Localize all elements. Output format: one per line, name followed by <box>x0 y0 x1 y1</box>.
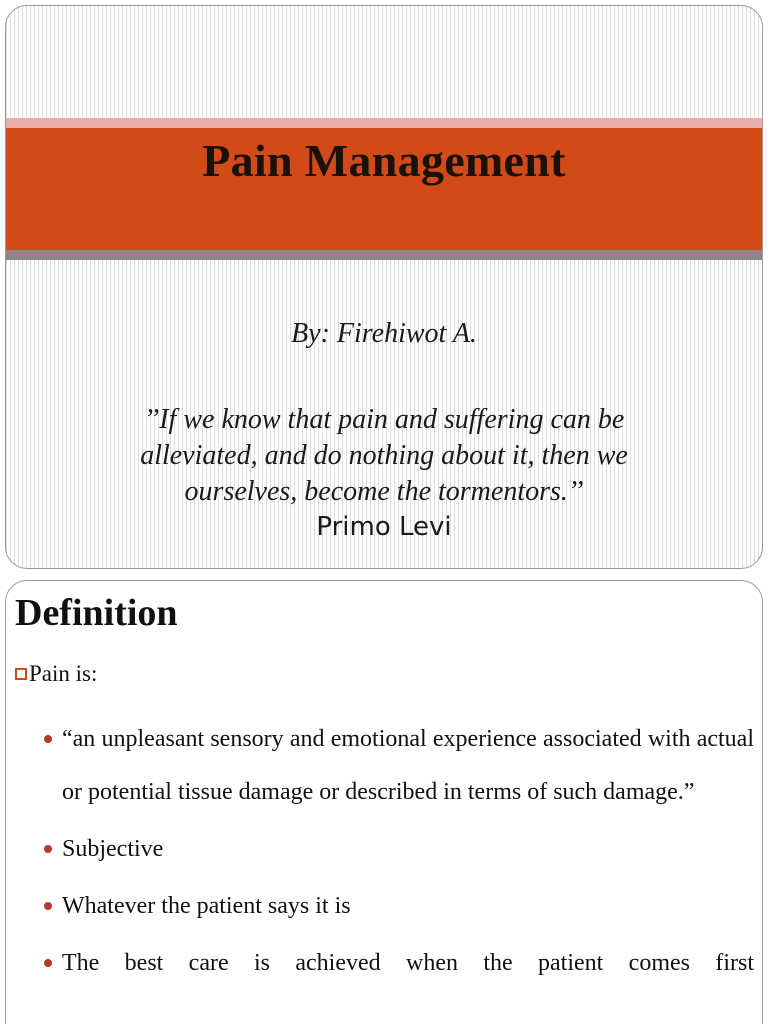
bullet-item <box>42 880 754 933</box>
quote-attribution: Primo Levi <box>316 512 452 542</box>
bullet-item <box>42 713 754 819</box>
bullet-dot-icon <box>44 735 52 743</box>
definition-slide <box>5 580 763 1024</box>
lead-text: Pain is: <box>29 661 98 686</box>
gray-stripe <box>6 250 762 260</box>
bullet-list <box>42 713 754 994</box>
author-line: By: Firehiwot A. <box>291 318 477 349</box>
bullet-text: “an unpleasant sensory and emotional experience associated with actual or potential tissue damage or described in terms of such damage.” <box>62 726 754 805</box>
bullet-item <box>42 937 754 990</box>
bullet-text: Subjective <box>62 836 164 862</box>
bullet-dot-icon <box>44 845 52 853</box>
bullet-dot-icon <box>44 902 52 910</box>
pink-stripe <box>6 118 762 128</box>
bullet-text: The best care is achieved when the patient comes first <box>62 950 754 976</box>
slide-heading: Definition <box>15 592 178 634</box>
slide-title: Pain Management <box>202 135 566 186</box>
title-slide <box>5 5 763 569</box>
checkbox-icon <box>15 668 27 680</box>
bullet-dot-icon <box>44 959 52 967</box>
lead-item <box>15 661 97 687</box>
bullet-text: Whatever the patient says it is <box>62 893 351 919</box>
bullet-item <box>42 823 754 876</box>
quote-text: ’’If we know that pain and suffering can be alleviated, and do nothing about it, then we ourselves, become the tormentors.’’ <box>140 404 628 507</box>
